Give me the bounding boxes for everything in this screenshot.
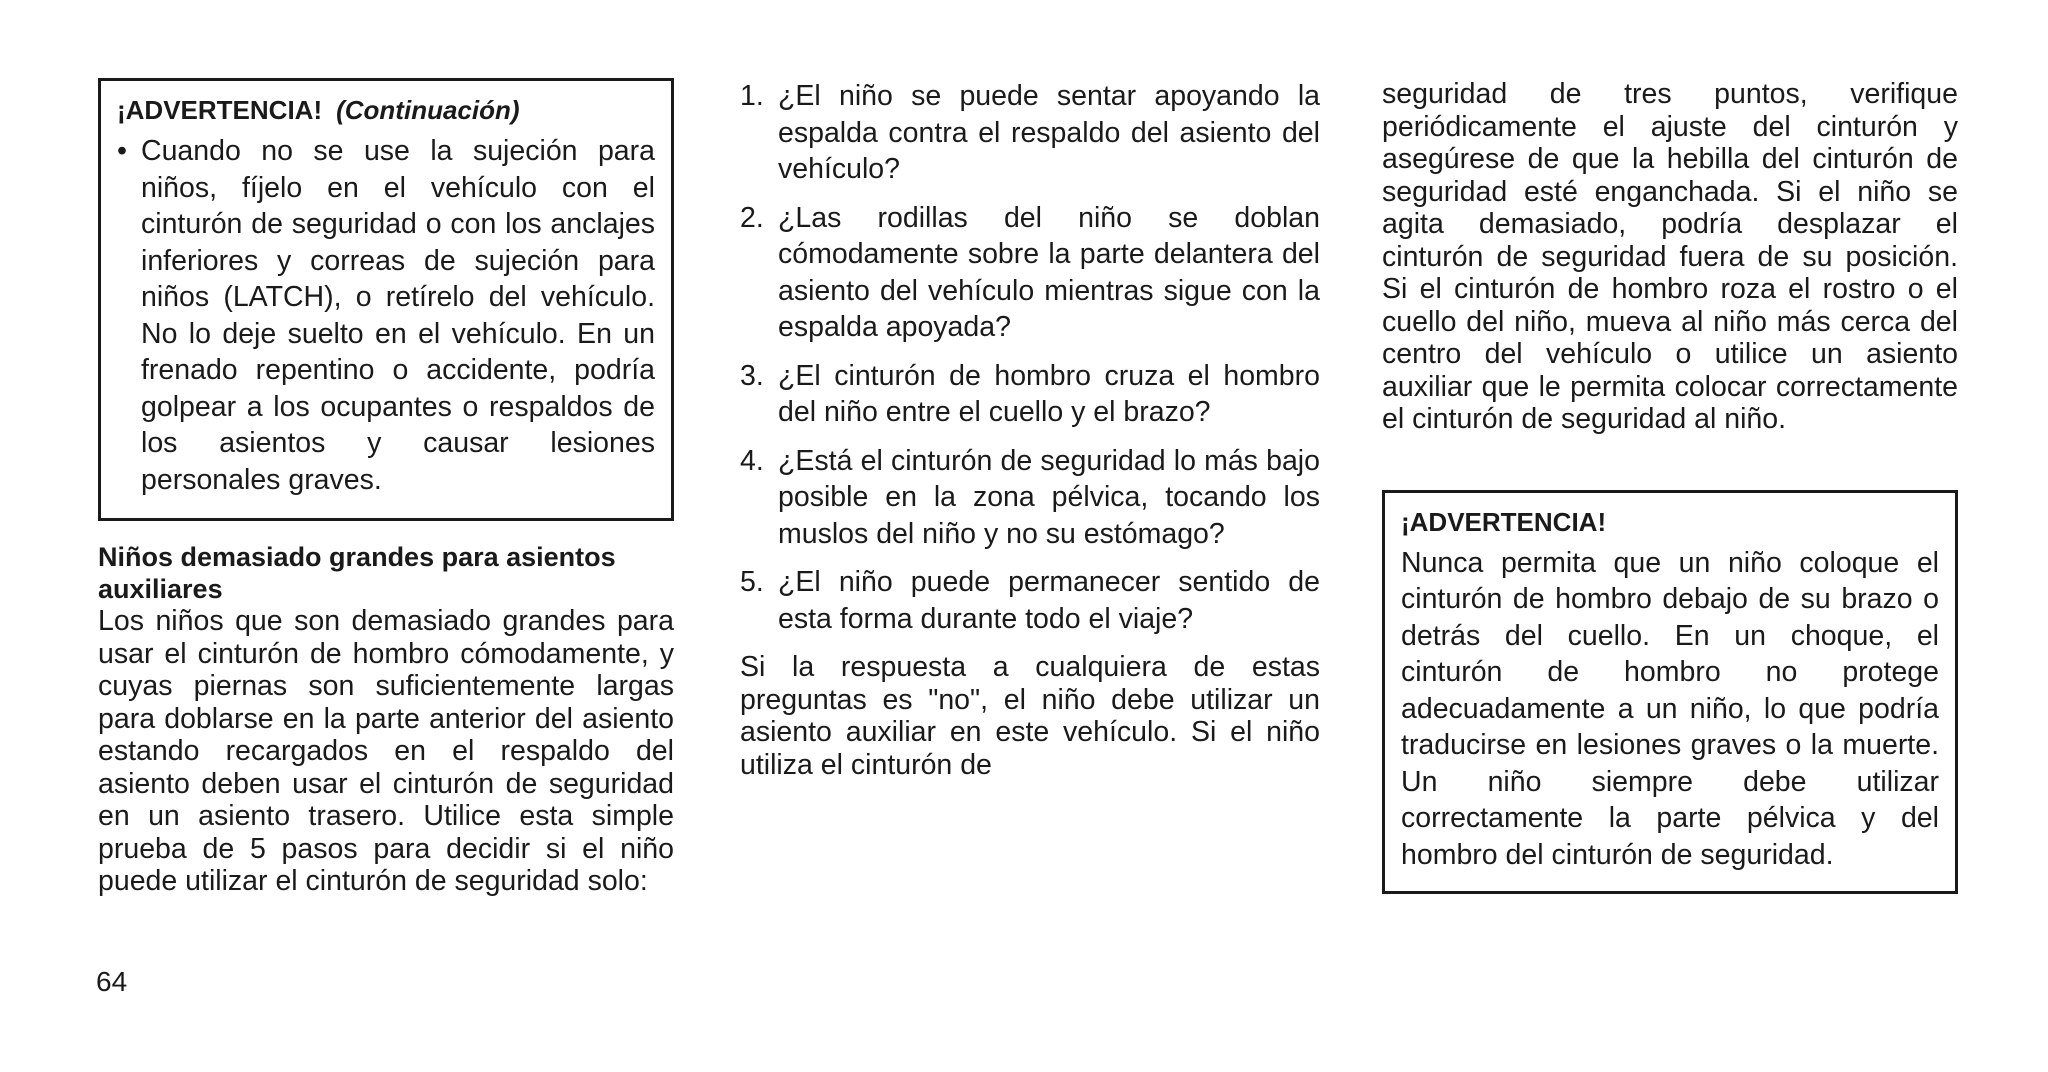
right-column bbox=[1382, 78, 1958, 894]
warning-continuation: (Continuación) bbox=[336, 95, 520, 125]
page-number: 64 bbox=[96, 966, 128, 997]
warning-title: ¡ADVERTENCIA! bbox=[1401, 506, 1607, 537]
warning-bullet-item bbox=[117, 133, 655, 498]
question-item bbox=[740, 200, 1320, 346]
warning-box-continued bbox=[98, 78, 674, 521]
question-text: ¿Las rodillas del niño se doblan cómodamente sobre la parte delantera del asiento del vehículo mientras sigue con la espalda apoyada? bbox=[778, 201, 1320, 343]
answer-paragraph: Si la respuesta a cualquiera de estas preguntas es "no", el niño debe utilizar un asiento auxiliar en este vehículo. Si el niño utiliza el cinturón de bbox=[740, 651, 1320, 781]
question-number: 2. bbox=[740, 201, 764, 234]
middle-column bbox=[740, 78, 1320, 781]
warning-title bbox=[117, 93, 655, 127]
left-column bbox=[98, 78, 674, 898]
question-text: ¿El niño puede permanecer sentido de esta forma durante todo el viaje? bbox=[778, 566, 1320, 635]
question-item bbox=[740, 564, 1320, 637]
bullet-icon: • bbox=[117, 135, 127, 167]
question-text: ¿Está el cinturón de seguridad lo más bajo posible en la zona pélvica, tocando los muslos del niño y no su estómago? bbox=[778, 444, 1320, 550]
question-number: 1. bbox=[740, 80, 764, 112]
warning-title-text: ¡ADVERTENCIA! bbox=[117, 95, 323, 125]
warning-bullet-text: Cuando no se use la sujeción para niños, fíjelo en el vehículo con el cinturón de seguridad o con los anclajes inferiores y correas de sujeción para niños (LATCH), o retírelo del vehículo. No lo deje suelto en el vehículo. En un frenado repentino o accidente, podría golpear a los ocupantes o respaldos de los asientos y causar lesiones personales graves. bbox=[141, 135, 655, 496]
section-paragraph: Los niños que son demasiado grandes para usar el cinturón de hombro cómodamente, y cuyas piernas son suficientemente largas para doblarse en la parte anterior del asiento estando recargados en el respaldo del asiento deben usar el cinturón de seguridad en un asiento trasero. Utilice esta simple prueba de 5 pasos para decidir si el niño puede utilizar el cinturón de seguridad solo: bbox=[98, 605, 674, 897]
question-list bbox=[740, 78, 1320, 637]
continued-paragraph: seguridad de tres puntos, verifique periódicamente el ajuste del cinturón y asegúrese de que la hebilla del cinturón de seguridad esté enganchada. Si el niño se agita demasiado, podría desplazar el cinturón de seguridad fuera de su posición. Si el cinturón de hombro roza el rostro o el cuello del niño, mueva al niño más cerca del centro del vehículo o utilice un asiento auxiliar que le permita colocar correctamente el cinturón de seguridad al niño. bbox=[1382, 78, 1958, 435]
warning-body: Nunca permita que un niño coloque el cinturón de hombro debajo de su brazo o detrás del cuello. En un choque, el cinturón de hombro no protege adecuadamente a un niño, lo que podría traducirse en lesiones graves o la muerte. Un niño siempre debe utilizar correctamente la parte pélvica y del hombro del cinturón de seguridad. bbox=[1401, 546, 1939, 871]
question-number: 3. bbox=[740, 359, 764, 392]
question-item bbox=[740, 358, 1320, 431]
section-heading: Niños demasiado grandes para asientos auxiliares bbox=[98, 542, 616, 604]
question-number: 5. bbox=[740, 566, 764, 598]
question-text: ¿El cinturón de hombro cruza el hombro del niño entre el cuello y el brazo? bbox=[778, 359, 1320, 428]
question-item bbox=[740, 78, 1320, 188]
question-number: 4. bbox=[740, 444, 764, 477]
warning-box bbox=[1382, 490, 1958, 895]
question-item bbox=[740, 443, 1320, 553]
question-text: ¿El niño se puede sentar apoyando la espalda contra el respaldo del asiento del vehículo? bbox=[778, 80, 1320, 185]
